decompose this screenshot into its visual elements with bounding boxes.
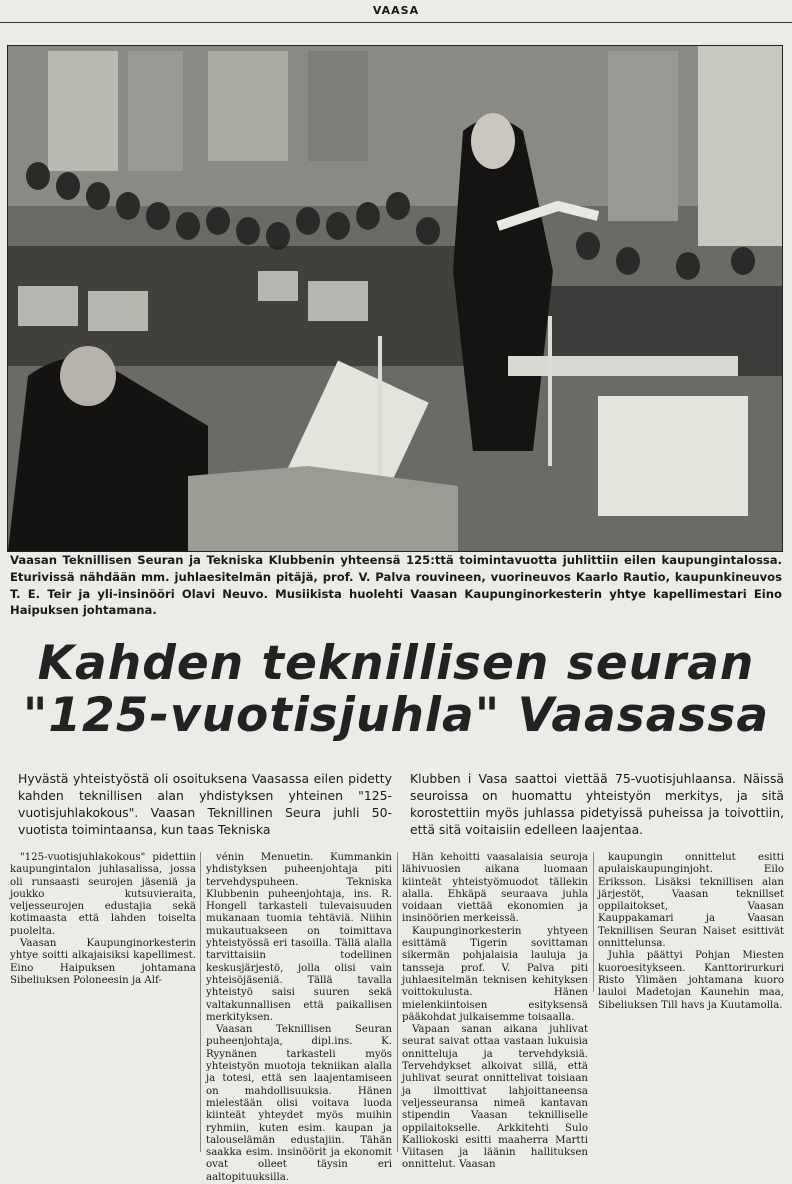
body-column-4 (598, 852, 784, 1012)
headline-line-1: Kahden teknillisen seuran (37, 636, 755, 691)
masthead: VAASA (372, 4, 420, 17)
paragraph: vénin Menuetin. Kummankin yhdistyksen puheenjohtaja piti tervehdyspuheen. Tekniska Klubbenin puheenjohtaja, ins. R. Hongell tarkasteli tulevaisuuden mukanaan tuomia tehtäviä. Niihin mukautuakseen on toimittava yhteistyössä eri tasoilla. Tällä alalla tarvittaisiin todellinen keskusjärjestö, jolla olisi vain yhteisöjäseniä. Tällä tavalla yhteistyö saisi suuren sekä valtakunnallisen että paikallisen merkityksen. (206, 852, 392, 1023)
photo-caption: Vaasan Teknillisen Seuran ja Tekniska Klubbenin yhteensä 125:ttä toimintavuotta juhlittiin eilen kaupungintalossa. Eturivissä nähdään mm. juhlaesitelmän pitäjä, prof. V. Palva rouvineen, vuorineuvos Kaarlo Rautio, kaupunkineuvos T. E. Teir ja yli-insinööri Olavi Neuvo. Musiikista huolehti Vaasan Kaupunginorkesterin yhtye kapellimestari Eino Haipuksen johtamana. (10, 553, 782, 618)
paragraph: "125-vuotisjuhlakokous" pidettiin kaupungintalon juhlasalissa, jossa oli runsaasti seurojen jäseniä ja joukko kutsuvieraita, veljesseurojen edustajia sekä kotimaasta että lahden toiselta puolelta. (10, 852, 196, 937)
column-divider (593, 852, 594, 992)
article-headline (10, 638, 782, 742)
body-column-2 (206, 852, 392, 1184)
concert-photo (7, 45, 783, 552)
paragraph: kaupungin onnittelut esitti apulaiskaupunginjoht. Eilo Eriksson. Lisäksi teknillisen alan järjestöt, Vaasan teknillset oppilaitokset, Vaasan Kauppakamari ja Vaasan Teknillisen Seuran Naiset esittivät onnittelunsa. (598, 852, 784, 950)
paragraph: Kaupunginorkesterin yhtyeen esittämä Tigerin sovittaman sikermän pohjalaisia lauluja ja tansseja prof. V. Palva piti juhlaesitelmän teknisen kehityksen voittokulusta. Hänen mielenkiintoisen esityksensä pääkohdat julkaisemme toisaalla. (402, 925, 588, 1023)
paragraph: Vapaan sanan aikana juhlivat seurat saivat ottaa vastaan lukuisia onnitteluja ja tervehdyksiä. Tervehdykset alkoivat sillä, että juhlivat seurat onnittelivat toisiaan ja ilmoittivat lahjoittaneensa veljesseuransa nimeä kantavan stipendin Vaasan teknilliselle oppilaitokselle. Arkkitehti Sulo Kalliokoski esitti maaherra Martti Viitasen ja läänin hallituksen onnittelut. Vaasan (402, 1024, 588, 1171)
paragraph: Vaasan Kaupunginorkesterin yhtye soitti alkajaisiksi kapellimest. Eino Haipuksen johtamana Sibeliuksen Poloneesin ja Alf- (10, 938, 196, 986)
lead-paragraph-left: Hyvästä yhteistyöstä oli osoituksena Vaasassa eilen pidetty kahden teknillisen alan yhdistyksen yhteinen "125-vuotisjuhlakokous". Vaasan Teknillinen Seura juhli 50-vuotista toimintaansa, kun taas Tekniska (18, 771, 392, 837)
paragraph: Vaasan Teknillisen Seuran puheenjohtaja, dipl.ins. K. Ryynänen tarkasteli myös yhteistyön muotoja tekniikan alalla ja totesi, että sen laajentamiseen on mahdollisuuksia. Hänen mielestään olisi voitava luoda kiinteät yhteydet myös muihin ryhmiin, kuten esim. kaupan ja talouselämän edustajiin. Tähän saakka esim. insinöörit ja ekonomit ovat olleet täysin eri aaltopituuksilla. (206, 1024, 392, 1183)
lead-paragraph-right: Klubben i Vasa saattoi viettää 75-vuotisjuhlaansa. Näissä seuroissa on huomattu yhteistyön merkitys, ja sitä korostettiin myös juhlassa pidetyissä puheissa ja toivottiin, että sitä voitaisiin edelleen laajentaa. (410, 771, 784, 837)
body-column-1 (10, 852, 196, 987)
column-divider (200, 852, 201, 1152)
column-divider (397, 852, 398, 1152)
header-rule (0, 22, 792, 23)
paragraph: Hän kehoitti vaasalaisia seuroja lähivuosien aikana luomaan kiinteät yhteistyömuodot tällekin alalla. Ehkäpä seuraava juhla voidaan viettää ekonomien ja insinöörien merkeissä. (402, 852, 588, 925)
body-column-3 (402, 852, 588, 1172)
paragraph: Juhla päättyi Pohjan Miesten kuoroesitykseen. Kanttorirurkuri Risto Ylimäen johtamana kuoro lauloi Madetojan Kaunehin maa, Sibeliuksen Till havs ja Kuutamolla. (598, 950, 784, 1011)
headline-line-2: "125-vuotisjuhla" Vaasassa (22, 688, 770, 743)
